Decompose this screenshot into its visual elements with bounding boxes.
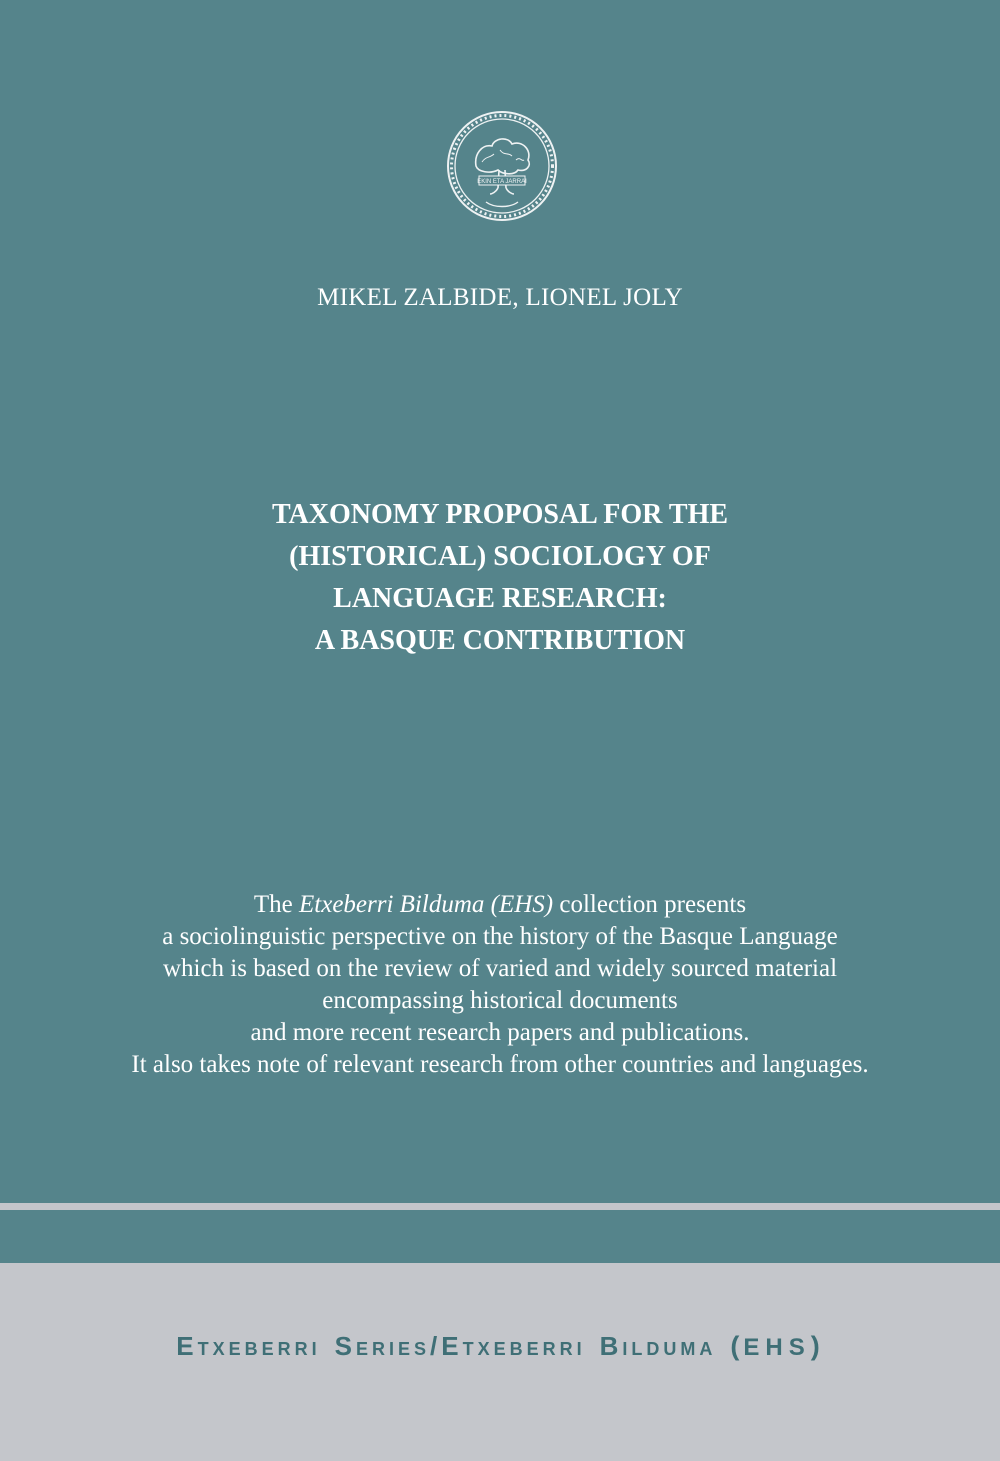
description-text: collection presents — [553, 891, 747, 918]
collection-description — [0, 889, 1000, 1081]
series-initial: E — [441, 1331, 463, 1361]
description-line: a sociolinguistic perspective on the history of the Basque Language — [162, 923, 838, 950]
seal-motto: EKIN ETA JARRAI — [477, 179, 527, 185]
series-word: ILDUMA — [622, 1339, 717, 1359]
book-title — [0, 494, 1000, 662]
series-word: TXEBERRI — [462, 1339, 586, 1359]
title-line: TAXONOMY PROPOSAL FOR THE — [271, 499, 729, 530]
series-initial: E — [176, 1331, 198, 1361]
series-initial: B — [599, 1331, 623, 1361]
authors: MIKEL ZALBIDE, LIONEL JOLY — [317, 284, 683, 311]
title-line: LANGUAGE RESEARCH: — [333, 583, 667, 614]
series-name — [0, 1331, 1000, 1362]
description-line: and more recent research papers and publications. — [250, 1019, 750, 1046]
series-word: ERIES — [355, 1339, 430, 1359]
series-slash: / — [430, 1331, 442, 1361]
series-paren: ( — [730, 1331, 744, 1361]
description-text: The — [253, 891, 299, 918]
collection-name: Etxeberri Bilduma (EHS) — [299, 891, 554, 918]
divider-line — [0, 1203, 1000, 1210]
description-line: which is based on the review of varied and widely sourced material — [162, 955, 838, 982]
description-line: encompassing historical documents — [322, 987, 678, 1014]
series-word: TXEBERRI — [197, 1339, 321, 1359]
description-line — [0, 889, 1000, 921]
footer-band — [0, 1263, 1000, 1461]
title-line: (HISTORICAL) SOCIOLOGY OF — [289, 541, 711, 572]
series-abbreviation: EHS — [743, 1334, 811, 1361]
title-line: A BASQUE CONTRIBUTION — [314, 625, 686, 656]
description-line: It also takes note of relevant research from other countries and languages. — [131, 1051, 869, 1078]
series-initial: S — [334, 1331, 356, 1361]
seal-emblem-icon — [446, 110, 558, 222]
series-paren: ) — [810, 1331, 824, 1361]
teal-band — [0, 1210, 1000, 1263]
